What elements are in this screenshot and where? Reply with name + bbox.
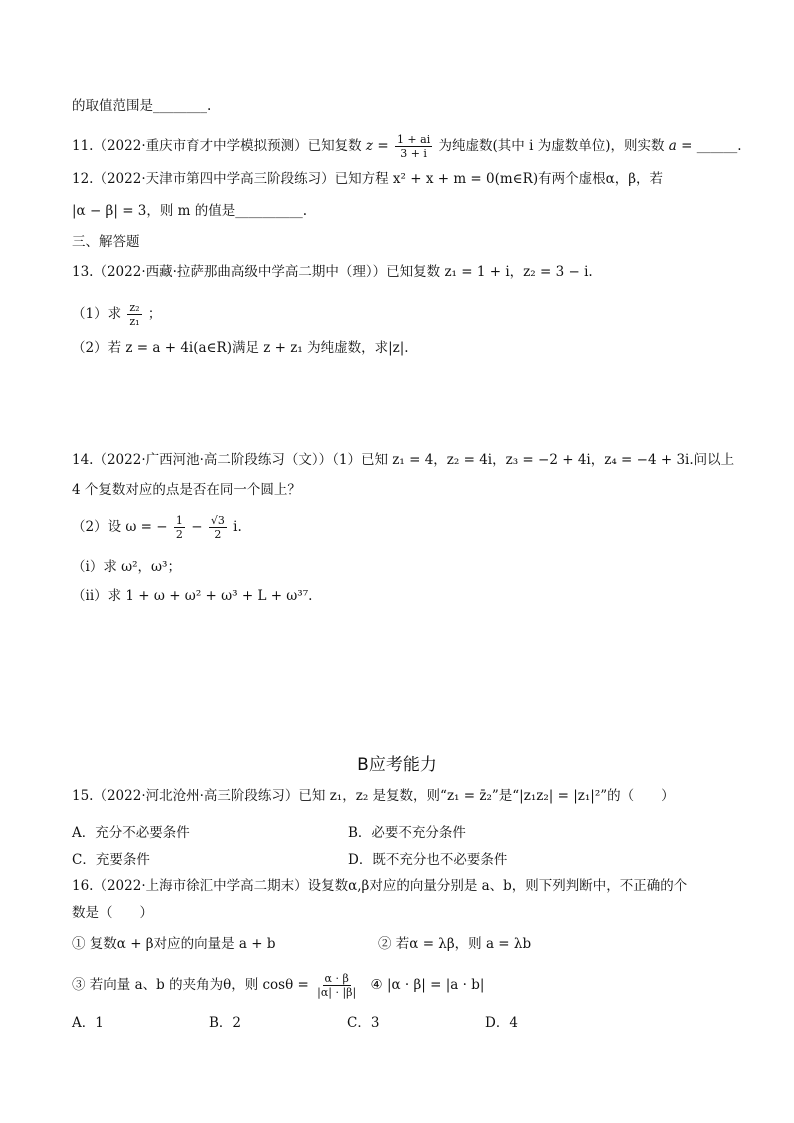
q16-item-3 bbox=[72, 972, 484, 999]
q16-option-d: D．4 bbox=[485, 1015, 518, 1031]
q16-item3-prefix: ③ 若向量 a、b 的夹角为θ，则 cosθ = bbox=[72, 977, 309, 993]
q15-line1: 15.（2022·河北沧州·高三阶段练习）已知 z₁，z₂ 是复数，则“z₁ = z̄₂”是“|z₁z₂| = |z₁|²”的（ ） bbox=[72, 788, 675, 804]
q16-item-4: ④ |α · β| = |a · b| bbox=[370, 977, 485, 993]
q14-part-ii: （ii）求 1 + ω + ω² + ω³ + L + ω³⁷. bbox=[72, 588, 313, 604]
q13-part2: （2）若 z = a + 4i(a∈R)满足 z + z₁ 为纯虚数，求|z|. bbox=[72, 340, 409, 356]
q14-part2 bbox=[72, 514, 242, 541]
q11-end: ______. bbox=[696, 138, 742, 154]
q14-f2-num: √3 bbox=[210, 514, 225, 527]
q11-prefix: 11.（2022·重庆市育才中学模拟预测）已知复数 bbox=[72, 138, 362, 154]
q12-expr: |α − β| = 3，则 m 的值是 bbox=[72, 203, 236, 219]
q12-line1: 12.（2022·天津市第四中学高三阶段练习）已知方程 x² + x + m = 0(m∈R)有两个虚根α，β，若 bbox=[72, 171, 664, 187]
section-heading-3: 三、解答题 bbox=[72, 234, 140, 250]
q14-minus: − bbox=[191, 519, 203, 535]
q14-line2: 4 个复数对应的点是否在同一个圆上？ bbox=[72, 482, 301, 498]
q16-frac-den: |α| · |β| bbox=[317, 986, 357, 999]
q14-fraction-1 bbox=[174, 514, 185, 541]
q13-p1-prefix: （1）求 bbox=[72, 306, 122, 322]
q12-line2 bbox=[72, 202, 307, 220]
q13-frac-num: z₂ bbox=[129, 301, 140, 314]
q11-var: a = bbox=[668, 138, 693, 154]
q13-part1 bbox=[72, 301, 161, 328]
q16-line1: 16.（2022·上海市徐汇中学高二期末）设复数α,β对应的向量分别是 a、b，则下列判断中，不正确的个 bbox=[72, 878, 688, 894]
q13-fraction bbox=[127, 301, 141, 328]
q15-option-d: D．既不充分也不必要条件 bbox=[348, 852, 508, 868]
q13-p1-end: ； bbox=[147, 306, 162, 322]
q14-line1: 14.（2022·广西河池·高二阶段练习（文））（1）已知 z₁ = 4，z₂ = 4i，z₃ = −2 + 4i，z₄ = −4 + 3i.问以上 bbox=[72, 452, 735, 468]
q15-option-b: B．必要不充分条件 bbox=[348, 825, 466, 841]
q15-option-c: C．充要条件 bbox=[72, 852, 150, 868]
q16-option-a: A．1 bbox=[72, 1015, 104, 1031]
q14-p2-prefix: （2）设 ω = − bbox=[72, 519, 168, 535]
q14-f1-den: 2 bbox=[175, 528, 183, 541]
q16-line2: 数是（ ） bbox=[72, 905, 153, 921]
q13-frac-den: z₁ bbox=[129, 315, 140, 328]
q12-end: __________. bbox=[235, 203, 308, 219]
q11-suffix: 为纯虚数(其中 i 为虚数单位)，则实数 bbox=[438, 138, 665, 154]
q14-f1-num: 1 bbox=[175, 514, 183, 527]
q14-part-i: （i）求 ω²，ω³； bbox=[72, 559, 181, 575]
q15-option-a: A．充分不必要条件 bbox=[72, 825, 190, 841]
q16-fraction bbox=[315, 972, 358, 999]
q14-fraction-2 bbox=[209, 514, 227, 541]
q16-option-b: B．2 bbox=[209, 1015, 242, 1031]
q11-frac-num: 1 + ai bbox=[396, 133, 431, 146]
q14-f2-den: 2 bbox=[214, 528, 222, 541]
q11-frac-den: 3 + i bbox=[400, 147, 427, 160]
q11-expr-left: z = bbox=[365, 138, 389, 154]
q10-tail: 的取值范围是________. bbox=[72, 98, 212, 114]
q16-item-1: ① 复数α + β对应的向量是 a + b bbox=[72, 936, 276, 952]
q14-p2-end: i. bbox=[233, 519, 242, 535]
q16-frac-num: α · β bbox=[324, 972, 349, 985]
q13-line1: 13.（2022·西藏·拉萨那曲高级中学高二期中（理））已知复数 z₁ = 1 + i，z₂ = 3 − i. bbox=[72, 264, 593, 280]
q16-option-c: C．3 bbox=[347, 1015, 380, 1031]
question-11 bbox=[72, 133, 742, 160]
q16-item-2: ② 若α = λβ，则 a = λb bbox=[378, 936, 532, 952]
section-heading-b: B应考能力 bbox=[357, 755, 437, 775]
q11-fraction bbox=[395, 133, 432, 160]
